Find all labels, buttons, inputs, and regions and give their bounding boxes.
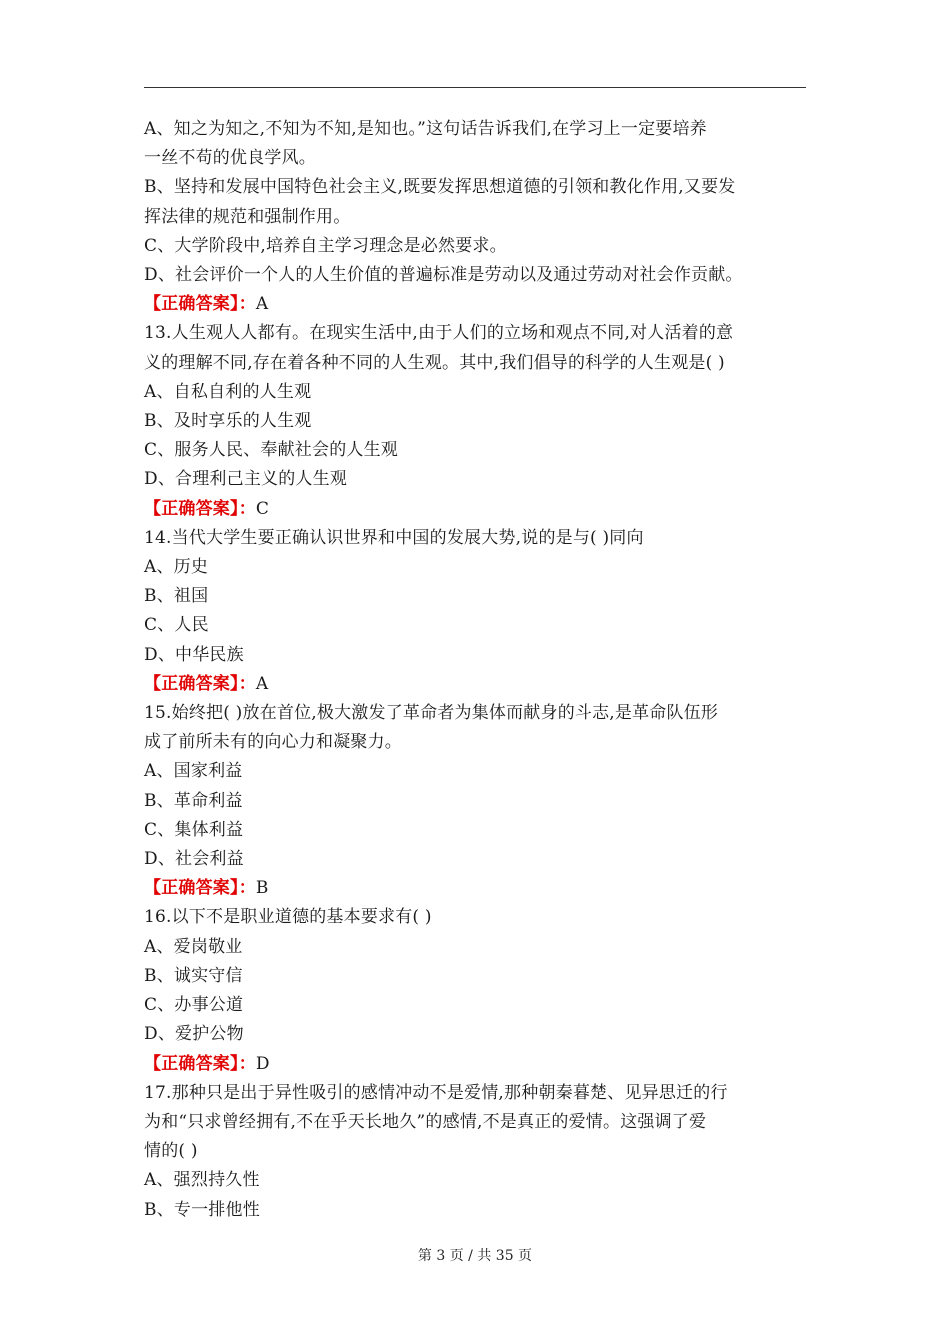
option-b: B、革命利益 (144, 790, 243, 811)
answer-line (144, 874, 806, 903)
option-a: A、国家利益 (144, 761, 243, 782)
question-17 (144, 1079, 806, 1225)
answer-value: A (255, 673, 269, 694)
answer-value: C (255, 498, 270, 519)
header-rule (144, 87, 806, 88)
question-14 (144, 524, 806, 699)
question-13 (144, 319, 806, 523)
option-line: B、坚持和发展中国特色社会主义,既要发挥思想道德的引领和教化作用,又要发 (144, 177, 736, 198)
answer-line (144, 670, 806, 699)
option-line: 一丝不苟的优良学风。 (144, 148, 316, 169)
answer-line (144, 495, 806, 524)
question-text: 13.人生观人人都有。在现实生活中,由于人们的立场和观点不同,对人活着的意 (144, 323, 734, 344)
option-d: D、社会利益 (144, 849, 244, 870)
option-c: C、集体利益 (144, 819, 244, 840)
question-text: 15.始终把( )放在首位,极大激发了革命者为集体而献身的斗志,是革命队伍形 (144, 703, 719, 724)
question-16 (144, 903, 806, 1078)
question-text: 16.以下不是职业道德的基本要求有( ) (144, 907, 432, 928)
option-a: A、强烈持久性 (144, 1170, 260, 1191)
page-footer: 第 3 页 / 共 35 页 (417, 1248, 533, 1264)
option-b: B、及时享乐的人生观 (144, 411, 312, 432)
option-b: B、专一排他性 (144, 1199, 260, 1220)
answer-value: D (255, 1053, 270, 1074)
option-a: A、自私自利的人生观 (144, 381, 312, 402)
option-d: D、合理利己主义的人生观 (144, 469, 348, 490)
option-c: C、办事公道 (144, 995, 244, 1016)
answer-label: 【正确答案】： (144, 1053, 256, 1074)
question-text: 17.那种只是出于异性吸引的感情冲动不是爱情,那种朝秦暮楚、见异思迁的行 (144, 1082, 728, 1103)
question-text: 情的( ) (144, 1141, 198, 1162)
answer-label: 【正确答案】： (144, 878, 256, 899)
option-b: B、祖国 (144, 586, 209, 607)
question-text: 14.当代大学生要正确认识世界和中国的发展大势,说的是与( )同向 (144, 527, 644, 548)
option-line: A、知之为知之,不知为不知,是知也。”这句话告诉我们,在学习上一定要培养 (144, 119, 707, 139)
option-c: C、人民 (144, 615, 209, 636)
option-line: D、社会评价一个人的人生价值的普遍标准是劳动以及通过劳动对社会作贡献。 (144, 265, 743, 286)
answer-label: 【正确答案】： (144, 498, 256, 519)
lead-options (144, 115, 806, 319)
question-text: 义的理解不同,存在着各种不同的人生观。其中,我们倡导的科学的人生观是( ) (144, 352, 725, 373)
question-15 (144, 699, 806, 903)
answer-line (144, 1050, 806, 1079)
answer-label: 【正确答案】： (144, 294, 256, 315)
option-a: A、爱岗敬业 (144, 936, 243, 957)
option-c: C、服务人民、奉献社会的人生观 (144, 440, 399, 461)
question-text: 成了前所未有的向心力和凝聚力。 (144, 732, 402, 753)
page-content (144, 115, 806, 1225)
answer-value: B (255, 878, 269, 899)
question-text: 为和“只求曾经拥有,不在乎天长地久”的感情,不是真正的爱情。这强调了爱 (144, 1111, 707, 1132)
option-line: 挥法律的规范和强制作用。 (144, 206, 351, 227)
answer-value: A (255, 294, 269, 315)
option-d: D、中华民族 (144, 644, 244, 665)
option-a: A、历史 (144, 557, 209, 578)
option-line: C、大学阶段中,培养自主学习理念是必然要求。 (144, 235, 507, 256)
answer-label: 【正确答案】： (144, 673, 256, 694)
option-d: D、爱护公物 (144, 1024, 244, 1045)
option-b: B、诚实守信 (144, 965, 243, 986)
answer-line (144, 290, 806, 319)
